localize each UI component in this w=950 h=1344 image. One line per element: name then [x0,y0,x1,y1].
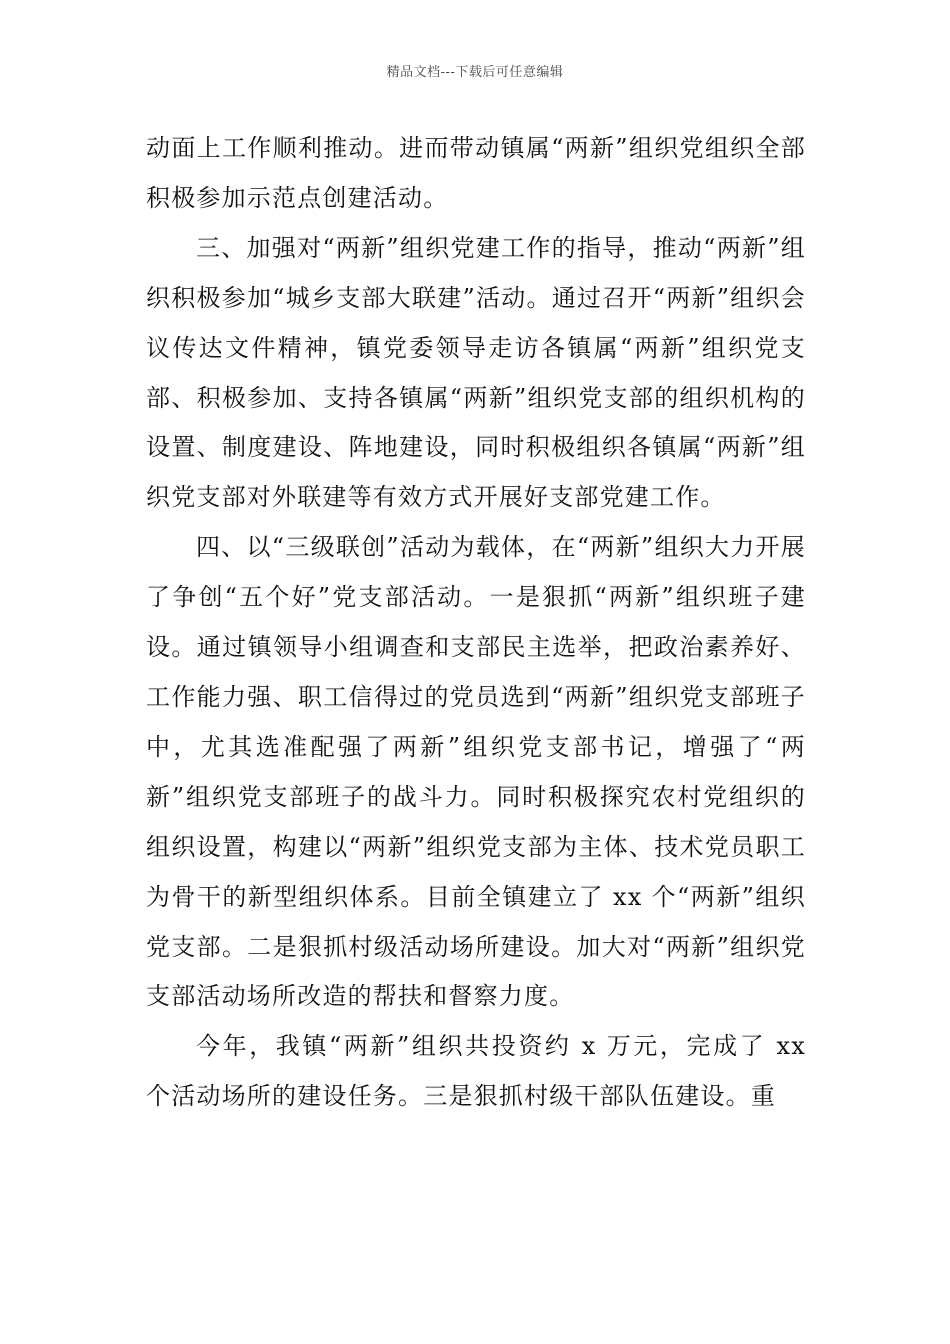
paragraph-1: 动面上工作顺利推动。进而带动镇属“两新”组织党组织全部积极参加示范点创建活动。 [146,134,806,212]
document-body [146,124,806,1122]
paragraph-3: 四、以“三级联创”活动为载体，在“两新”组织大力开展了争创“五个好”党支部活动。一是狠抓“两新”组织班子建设。通过镇领导小组调查和支部民主选举，把政治素养好、工作能力强、职工信得过的党员选到“两新”组织党支部班子中，尤其选准配强了两新”组织党支部书记，增强了“两新”组织党支部班子的战斗力。同时积极探究农村党组织的组织设置，构建以“两新”组织党支部为主体、技术党员职工为骨干的新型组织体系。目前全镇建立了 xx 个“两新”组织党支部。二是狠抓村级活动场所建设。加大对“两新”组织党支部活动场所改造的帮扶和督察力度。 [146,533,806,1011]
page-header: 精品文档---下载后可任意编辑 [386,65,564,80]
paragraph-4: 今年，我镇“两新”组织共投资约 x 万元，完成了 xx 个活动场所的建设任务。三是狠抓村级干部队伍建设。重 [146,1032,806,1111]
paragraph-2: 三、加强对“两新”组织党建工作的指导，推动“两新”组织积极参加“城乡支部大联建”活动。通过召开“两新”组织会议传达文件精神，镇党委领导走访各镇属“两新”组织党支部、积极参加、支持各镇属“两新”组织党支部的组织机构的设置、制度建设、阵地建设，同时积极组织各镇属“两新”组织党支部对外联建等有效方式开展好支部党建工作。 [146,233,806,512]
